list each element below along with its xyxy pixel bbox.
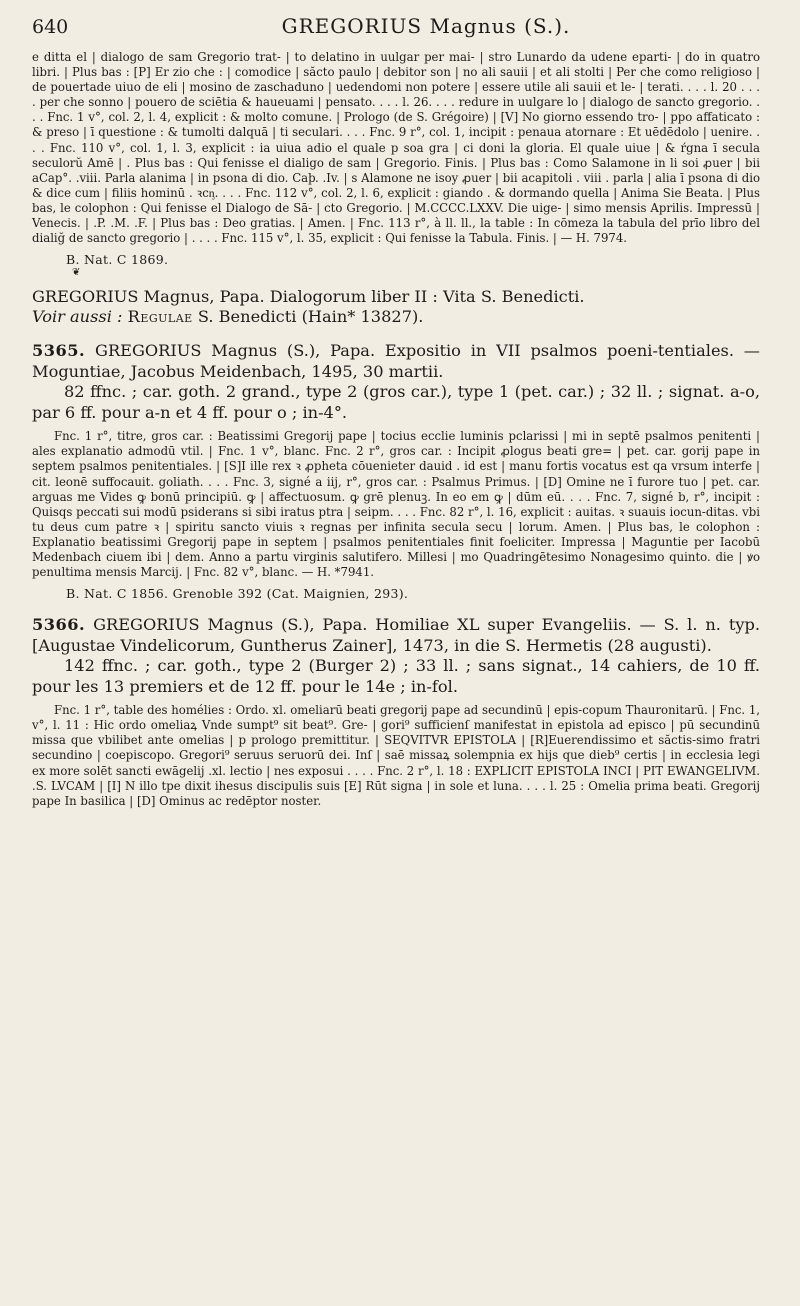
dialogorum-heading: GREGORIUS Magnus, Papa. Dialogorum liber II : Vita S. Benedicti. — [32, 287, 585, 307]
entry-number: 5365. — [32, 341, 86, 361]
voir-aussi-rest: S. Benedicti (Hain* 13827). — [197, 307, 424, 327]
ornament-icon: ❦ — [72, 267, 81, 279]
entry-number: 5366. — [32, 615, 86, 635]
continued-entry — [32, 50, 760, 279]
voir-aussi-label: Voir aussi : — [32, 307, 123, 327]
running-title: GREGORIUS Magnus (S.). — [281, 14, 571, 38]
entry-description: 82 ffnc. ; car. goth. 2 grand., type 2 (gros car.), type 1 (pet. car.) ; 32 ll. ; signat. a-o, par 6 ff. pour a-n et 4 ff. pour o ; in-4°. — [32, 382, 760, 422]
entry-holding: B. Nat. C 1856. Grenoble 392 (Cat. Maignien, 293). — [66, 586, 409, 602]
entry-description: 142 ffnc. ; car. goth., type 2 (Burger 2) ; 33 ll. ; sans signat., 14 cahiers, de 10 ff. pour les 13 premiers et de 12 ff. pour le 14e ; in-fol. — [32, 656, 760, 696]
entry-notes: Fnc. 1 r°, titre, gros car. : Beatissimi Gregorij pape | tocius ecclie luminis pclarissi | mi in septē psalmos penitenti | ales explanatio admodū vtil. | Fnc. 1 v°, blanc. Fnc. 2 r°, gros car. : Incipit ꝓlogus beati gre= | pet. car. gorij pape in septem psalmos penitentiales. | [S]I ille rex ꝛ ꝓpheta cōuenieter dauid . id est | manu fortis vocatus est qa vrsum interfe | cit. leonē suffocauit. goliath. . . . Fnc. 3, signé a iij, r°, gros car. : Psalmus Primus. | [D] Omine ne ī furore tuo | pet. car. arguas me Vides ꝙ bonū principiū. ꝙ | affectuosum. ꝙ grē plenuꝫ. In eo em ꝙ | dūm eū. . . . Fnc. 7, signé b, r°, incipit : Quisqs peccati sui modū psiderans si sibi iratus ptra | seipm. . . . Fnc. 82 r°, l. 16, explicit : auitas. ꝛ suauis iocun-ditas. vbi tu deus cum patre ꝛ | spiritu sancto viuis ꝛ regnas per infinita secula secu | lorum. Amen. | Plus bas, le colophon : Explanatio beatissimi Gregorij pape in septem | psalmos penitentiales finit foeliciter. Impressa | Maguntie per Iacobū Medenbach ciuem ibi | dem. Anno a partu virginis salutifero. Millesi | mo Quadringētesimo Nonagesimo quinto. die | ꝟo penultima mensis Marcij. | Fnc. 82 v°, blanc. — H. *7941. — [32, 429, 760, 580]
dialogorum-entry — [32, 287, 760, 327]
continued-entry-notes: e ditta el | dialogo de sam Gregorio trat- | to delatino in uulgar per mai- | stro Lunardo da udene eparti- | do in quatro libri. | Plus bas : [P] Er zio che : | comodice | săcto paulo | debitor son | no ali sauii | et ali stolti | Per che como religioso | de pouertade uiuo de eli | mosino de zaschaduno | uedendomi non potere | essere utile ali sauii et le- | terati. . . . l. 20 . . . . per che sonno | pouero de sciētia & haueuami | pensato. . . . l. 26. . . . redure in uulgare lo | dialogo de sancto gregorio. . . . Fnc. 1 v°, col. 2, l. 4, explicit : & molto comune. | Prologo (de S. Grégoire) | [V] No giorno essendo tro- | ppo affaticato : & preso | ī questione : & tumolti dalquā | ti seculari. . . . Fnc. 9 r°, col. 1, incipit : penaua atornare : Et uēdēdolo | uenire. . . . Fnc. 110 v°, col. 1, l. 3, explicit : ia uiua adio el quale p soa gra | ci doni la gloria. El quale uiue | & ŕgna ī secula seculorŭ Amē | . Plus bas : Qui fenisse el dialigo de sam | Gregorio. Finis. | Plus bas : Como Salamone in li soi ꝓuer | bii aCap°. .viii. Parla alanima | in psona di dio. Caþ. .Iv. | s Alamone ne isoy ꝓuer | bii acapitoli . viii . parla | alia ī psona di dio & dice cum | filiis hominū . ꝛcᶇ. . . . Fnc. 112 v°, col. 2, l. 6, explicit : giando . & dormando quella | Anima Sie Beata. | Plus bas, le colophon : Qui fenisse el Dialogo de Sā- | cto Gregorio. | M.CCCC.LXXV. Die uige- | simo mensis Aprilis. Impressū | Venecis. | .P. .M. .F. | Plus bas : Deo gratias. | Amen. | Fnc. 113 r°, à ll. ll., la table : In cōmeza la tabula del prīo libro del dialiğ de sancto gregorio | . . . . Fnc. 115 v°, l. 35, explicit : Qui fenisse la Tabula. Finis. | — H. 7974. — [32, 50, 760, 246]
continued-entry-holding: B. Nat. C 1869. — [66, 252, 169, 268]
entry-notes: Fnc. 1 r°, table des homélies : Ordo. xl. omeliarū beati gregorij pape ad secundinū | epis-copum Thauronitarū. | Fnc. 1, v°, l. 11 : Hic ordo omeliaꝝ Vnde sumpt⁹ sit beat⁹. Gre- | gori⁹ sufficienſ manifestat in epistola ad episco | pū secundinū missa que vbilibet ante omelias | p prologo premittitur. | SEQVITVR EPISTOLA | [R]Euerendissimo et săctis-simo fratri secundino | coepiscopo. Gregori⁹ seruus seruorū dei. Inſ | saē missaꝝ solempnia ex hijs que dieb⁹ certis | in ecclesia legi ex more solēt sancti ewāgelij .xl. lectio | nes exposui . . . . Fnc. 2 r°, l. 18 : EXPLICIT EPISTOLA INCI | PIT EWANGELIVM. .S. LVCAM | [I] N illo tpe dixit ihesus discipulis suis [E] Rūt signa | in sole et luna. . . . l. 25 : Omelia prima beati. Gregorij pape In basilica | [D] Ominus ac redēptor noster. — [32, 703, 760, 808]
entry-5366 — [32, 615, 760, 809]
entry-title — [32, 615, 760, 656]
dialogorum-cross-reference — [32, 307, 760, 327]
voir-aussi-ref: Regulae — [127, 307, 193, 327]
entry-title — [32, 341, 760, 382]
running-head — [32, 14, 760, 50]
page-number: 640 — [32, 16, 69, 38]
entry-title-text: GREGORIUS Magnus (S.), Papa. Homiliae XL super Evangeliis. — S. l. n. typ. [Augustae Vindelicorum, Guntherus Zainer], 1473, in die S. Hermetis (28 augusti). — [32, 615, 760, 655]
entry-5365 — [32, 341, 760, 601]
entry-title-text: GREGORIUS Magnus (S.), Papa. Expositio in VII psalmos poeni-tentiales. — Moguntiae, Jacobus Meidenbach, 1495, 30 martii. — [32, 341, 760, 381]
